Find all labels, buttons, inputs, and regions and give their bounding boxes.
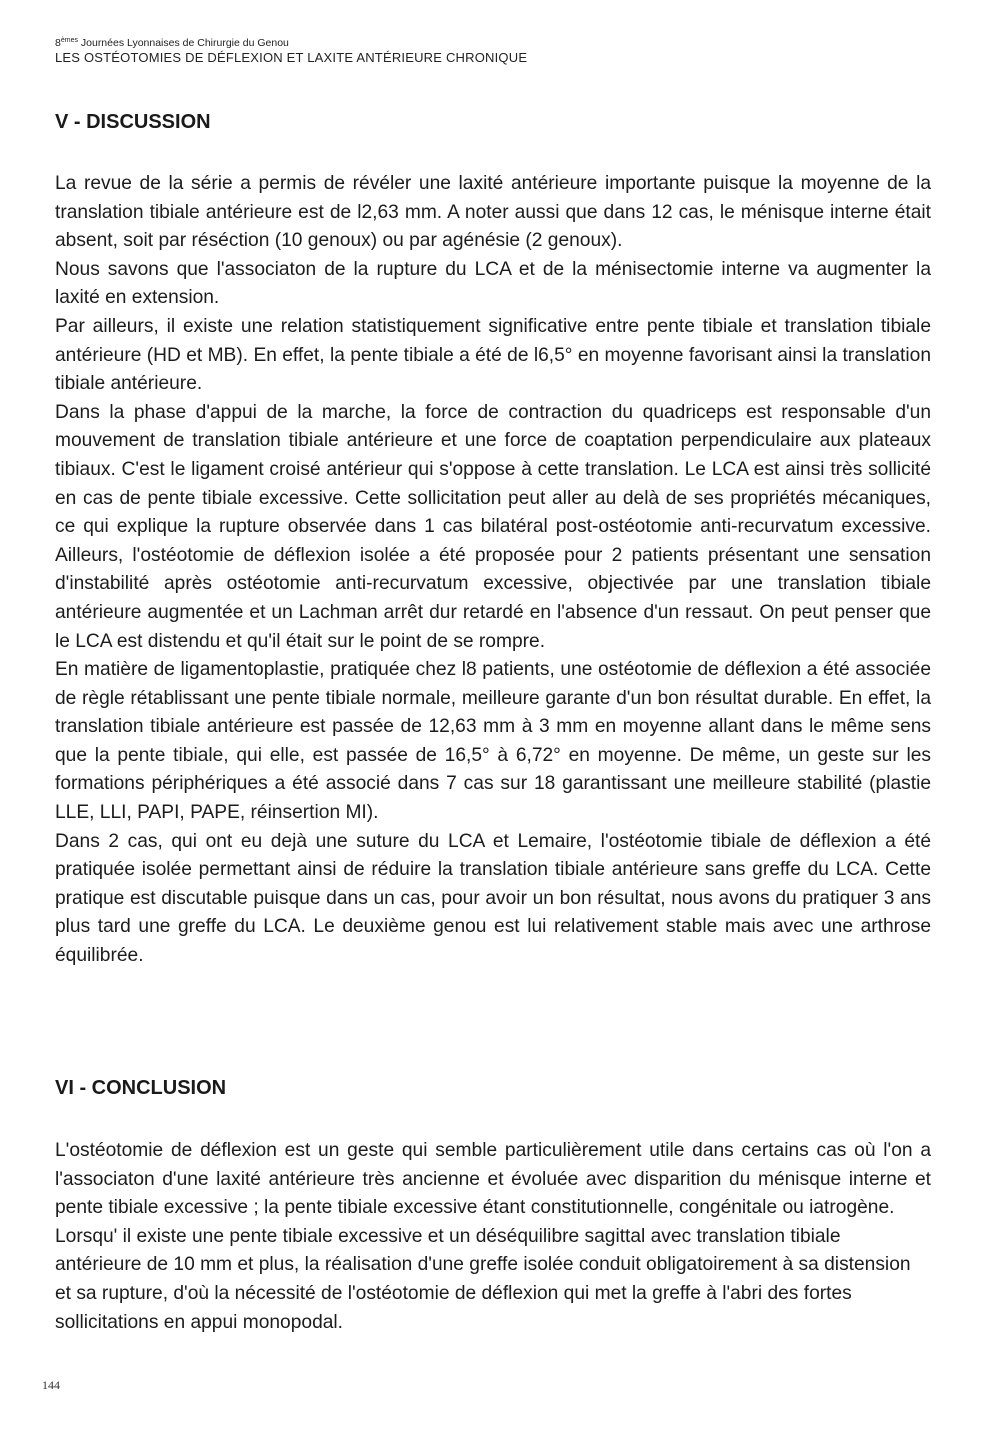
running-header <box>55 34 955 66</box>
discussion-paragraph: En matière de ligamentoplastie, pratiquée chez l8 patients, une ostéotomie de déflexion a été associée de règle rétablissant une pente tibiale normale, meilleure garante d'un bon résultat durable. En effet, la translation tibiale antérieure est passée de 12,63 mm à 3 mm en moyenne allant dans le même sens que la pente tibiale, qui elle, est passée de 16,5° à 6,72° en moyenne. De même, un geste sur les formations périphériques a été associé dans 7 cas sur 18 garantissant une meilleure stabilité (plastie LLE, LLI, PAPI, PAPE, réinsertion MI). <box>55 659 931 824</box>
discussion-heading: V - DISCUSSION <box>55 111 211 133</box>
conclusion-body <box>55 1137 931 1337</box>
conclusion-heading: VI - CONCLUSION <box>55 1077 227 1099</box>
conclusion-paragraph: Lorsqu' il existe une pente tibiale excessive et un déséquilibre sagittal avec translation tibiale antérieure de 10 mm et plus, la réalisation d'une greffe isolée conduit obligatoirement à sa distension et sa rupture, d'où la nécessité de l'ostéotomie de déflexion qui met la greffe à l'abri des fortes sollicitations en appui monopodal. <box>55 1225 911 1333</box>
discussion-paragraph: Nous savons que l'associaton de la rupture du LCA et de la ménisectomie interne va augmenter la laxité en extension. <box>55 258 931 309</box>
discussion-paragraph: Par ailleurs, il existe une relation statistiquement significative entre pente tibiale et translation tibiale antérieure (HD et MB). En effet, la pente tibiale a été de l6,5° en moyenne favorisant ainsi la translation tibiale antérieure. <box>55 315 931 395</box>
conclusion-paragraph: L'ostéotomie de déflexion est un geste qui semble particulièrement utile dans certains cas où l'on a l'associaton d'une laxité antérieure très ancienne et évoluée avec disparition du ménisque interne et pente tibiale excessive ; la pente tibiale excessive étant constitutionnelle, congénitale ou iatrogène. <box>55 1140 931 1219</box>
page-number: 144 <box>42 1378 60 1392</box>
discussion-paragraph: Dans la phase d'appui de la marche, la force de contraction du quadriceps est responsable d'un mouvement de translation tibiale antérieure et une force de coaptation perpendiculaire aux plateaux tibiaux. C'est le ligament croisé antérieur qui s'oppose à cette translation. Le LCA est ainsi très sollicité en cas de pente tibiale excessive. Cette sollicitation peut aller au delà de ses propriétés mécaniques, ce qui explique la rupture observée dans 1 cas bilatéral post-ostéotomie anti-recurvatum excessive. Ailleurs, l'ostéotomie de déflexion isolée a été proposée pour 2 patients présentant une sensation d'instabilité après ostéotomie anti-recurvatum excessive, objectivée par une translation tibiale antérieure augmentée et un Lachman arrêt dur retardé en l'absence d'un ressaut. On peut penser que le LCA est distendu et qu'il était sur le point de se rompre. <box>55 401 931 652</box>
discussion-paragraph: La revue de la série a permis de révéler une laxité antérieure importante puisque la moyenne de la translation tibiale antérieure est de l2,63 mm. A noter aussi que dans 12 cas, le ménisque interne était absent, soit par réséction (10 genoux) ou par agénésie (2 genoux). <box>55 173 931 252</box>
document-title: LES OSTÉOTOMIES DE DÉFLEXION ET LAXITE ANTÉRIEURE CHRONIQUE <box>55 50 528 65</box>
event-name: Journées Lyonnaises de Chirurgie du Genou <box>77 37 289 49</box>
event-number: 8 <box>55 37 61 49</box>
discussion-paragraph: Dans 2 cas, qui ont eu dejà une suture du LCA et Lemaire, l'ostéotomie tibiale de déflexion a été pratiquée isolée permettant ainsi de réduire la translation tibiale antérieure sans greffe du LCA. Cette pratique est discutable puisque dans un cas, pour avoir un bon résultat, nous avons du pratiquer 3 ans plus tard une greffe du LCA. Le deuxième genou est lui relativement stable mais avec une arthrose équilibrée. <box>55 830 931 967</box>
event-superscript: èmes <box>60 37 78 44</box>
event-line <box>55 34 955 50</box>
discussion-body <box>55 170 931 971</box>
